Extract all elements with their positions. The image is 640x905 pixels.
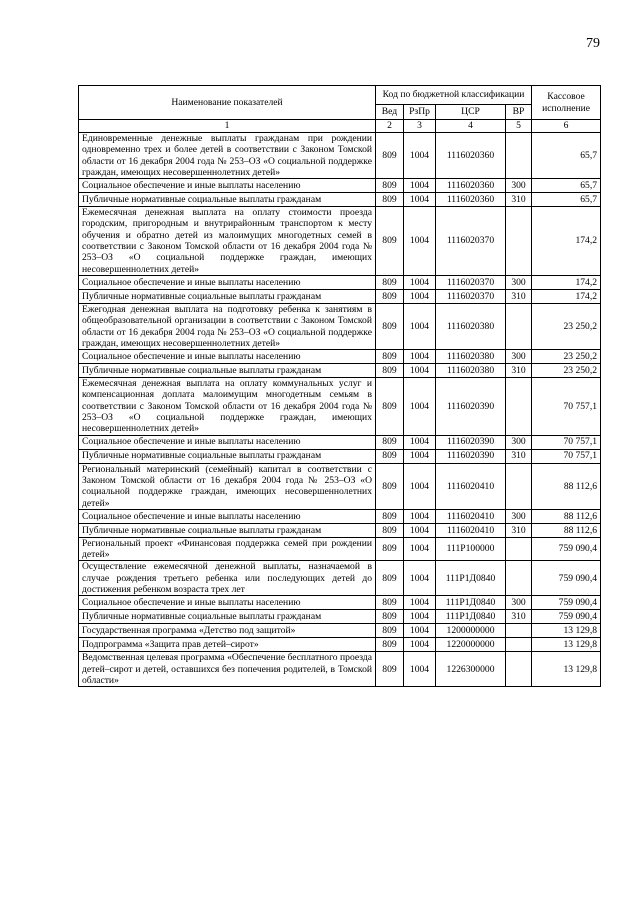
row-name: Социальное обеспечение и иные выплаты населению: [79, 435, 376, 449]
row-name: Осуществление ежемесячной денежной выплаты, назначаемой в случае рождения третьего ребенка или последующих детей до достижения ребенком возраста трех лет: [79, 561, 376, 596]
row-name: Единовременные денежные выплаты гражданам при рождении одновременно трех и более детей в соответствии с Законом Томской области от 16 декабря 2004 года № 253–ОЗ «О социальной поддержке граждан, имеющих несовершеннолетних детей»: [79, 133, 376, 179]
row-rzpr: 1004: [404, 378, 436, 435]
table-row: [79, 350, 601, 364]
header-cash-execution: Кассовое исполнение: [532, 86, 601, 120]
row-csr: 1116020390: [436, 378, 506, 435]
row-ved: 809: [376, 652, 404, 687]
table-row: [79, 638, 601, 652]
row-amount: 759 090,4: [532, 537, 601, 561]
row-rzpr: 1004: [404, 207, 436, 276]
row-rzpr: 1004: [404, 350, 436, 364]
header-csr: ЦСР: [436, 105, 506, 120]
page-number: 79: [586, 36, 600, 51]
row-rzpr: 1004: [404, 449, 436, 463]
row-ved: 809: [376, 561, 404, 596]
row-csr: 1116020370: [436, 289, 506, 303]
column-number: 4: [436, 120, 506, 133]
row-vr: [506, 463, 532, 509]
row-rzpr: 1004: [404, 537, 436, 561]
row-csr: 111P1Д0840: [436, 610, 506, 624]
table-row: [79, 207, 601, 276]
row-amount: 70 757,1: [532, 378, 601, 435]
budget-table: [78, 85, 601, 687]
row-amount: 759 090,4: [532, 596, 601, 610]
row-amount: 759 090,4: [532, 561, 601, 596]
row-csr: 1226300000: [436, 652, 506, 687]
header-rzpr: РзПр: [404, 105, 436, 120]
row-vr: [506, 561, 532, 596]
row-name: Социальное обеспечение и иные выплаты населению: [79, 596, 376, 610]
row-vr: 310: [506, 610, 532, 624]
row-name: Региональный проект «Финансовая поддержка семей при рождении детей»: [79, 537, 376, 561]
table-row: [79, 133, 601, 179]
column-number: 6: [532, 120, 601, 133]
row-csr: 1116020360: [436, 133, 506, 179]
row-amount: 88 112,6: [532, 463, 601, 509]
row-rzpr: 1004: [404, 509, 436, 523]
table-row: [79, 537, 601, 561]
column-number: 5: [506, 120, 532, 133]
table-row: [79, 561, 601, 596]
row-rzpr: 1004: [404, 610, 436, 624]
row-amount: 759 090,4: [532, 610, 601, 624]
row-name: Региональный материнский (семейный) капитал в соответствии с Законом Томской области от 16 декабря 2004 года № 253–ОЗ «О социальной поддержке граждан, имеющих несовершеннолетних детей»: [79, 463, 376, 509]
row-ved: 809: [376, 133, 404, 179]
table-row: [79, 596, 601, 610]
row-amount: 23 250,2: [532, 350, 601, 364]
row-rzpr: 1004: [404, 435, 436, 449]
row-amount: 88 112,6: [532, 523, 601, 537]
row-csr: 1116020370: [436, 207, 506, 276]
row-vr: [506, 378, 532, 435]
row-ved: 809: [376, 624, 404, 638]
row-amount: 65,7: [532, 133, 601, 179]
row-ved: 809: [376, 523, 404, 537]
row-csr: 1116020410: [436, 509, 506, 523]
header-code-group: Код по бюджетной классификации: [376, 86, 532, 105]
table-row: [79, 435, 601, 449]
row-csr: 111P1Д0840: [436, 561, 506, 596]
row-csr: 1220000000: [436, 638, 506, 652]
row-ved: 809: [376, 610, 404, 624]
row-vr: [506, 638, 532, 652]
row-ved: 809: [376, 449, 404, 463]
table-row: [79, 275, 601, 289]
row-ved: 809: [376, 179, 404, 193]
table-row: [79, 610, 601, 624]
row-rzpr: 1004: [404, 561, 436, 596]
row-name: Ежемесячная денежная выплата на оплату стоимости проезда городским, пригородным и внутрирайонным транспортом к месту обучения и обратно детей из малоимущих многодетных семей в соответствии с Законом Томской области от 16 декабря 2004 года № 253–ОЗ «О социальной поддержке граждан, имеющих несовершеннолетних детей»: [79, 207, 376, 276]
row-name: Публичные нормативные социальные выплаты гражданам: [79, 364, 376, 378]
row-vr: [506, 133, 532, 179]
row-csr: 1116020380: [436, 303, 506, 349]
row-rzpr: 1004: [404, 624, 436, 638]
row-ved: 809: [376, 193, 404, 207]
row-rzpr: 1004: [404, 133, 436, 179]
row-vr: 300: [506, 275, 532, 289]
table-row: [79, 378, 601, 435]
row-name: Государственная программа «Детство под защитой»: [79, 624, 376, 638]
row-rzpr: 1004: [404, 364, 436, 378]
row-amount: 174,2: [532, 207, 601, 276]
row-amount: 23 250,2: [532, 364, 601, 378]
table-row: [79, 509, 601, 523]
row-rzpr: 1004: [404, 596, 436, 610]
row-amount: 65,7: [532, 179, 601, 193]
table-row: [79, 364, 601, 378]
row-csr: 1116020360: [436, 179, 506, 193]
row-vr: 300: [506, 509, 532, 523]
row-vr: 310: [506, 523, 532, 537]
table-row: [79, 303, 601, 349]
table-row: [79, 289, 601, 303]
row-csr: 111P100000: [436, 537, 506, 561]
row-name: Публичные нормативные социальные выплаты гражданам: [79, 193, 376, 207]
row-rzpr: 1004: [404, 303, 436, 349]
row-vr: [506, 624, 532, 638]
table-row: [79, 463, 601, 509]
row-vr: [506, 652, 532, 687]
header-ved: Вед: [376, 105, 404, 120]
row-vr: [506, 207, 532, 276]
row-csr: 1116020390: [436, 435, 506, 449]
row-vr: 310: [506, 449, 532, 463]
row-ved: 809: [376, 303, 404, 349]
row-amount: 70 757,1: [532, 449, 601, 463]
table-row: [79, 179, 601, 193]
table-row: [79, 193, 601, 207]
row-ved: 809: [376, 364, 404, 378]
row-rzpr: 1004: [404, 652, 436, 687]
row-csr: 1116020390: [436, 449, 506, 463]
row-ved: 809: [376, 350, 404, 364]
row-name: Ежегодная денежная выплата на подготовку ребенка к занятиям в общеобразовательной организации в соответствии с Законом Томской области от 16 декабря 2004 года № 253–ОЗ «О социальной поддержке граждан, имеющих несовершеннолетних детей»: [79, 303, 376, 349]
row-ved: 809: [376, 289, 404, 303]
row-vr: [506, 303, 532, 349]
header-vr: ВР: [506, 105, 532, 120]
row-ved: 809: [376, 596, 404, 610]
row-ved: 809: [376, 509, 404, 523]
row-vr: 310: [506, 289, 532, 303]
row-vr: 310: [506, 364, 532, 378]
column-number: 2: [376, 120, 404, 133]
row-vr: 300: [506, 350, 532, 364]
row-name: Социальное обеспечение и иные выплаты населению: [79, 179, 376, 193]
row-rzpr: 1004: [404, 463, 436, 509]
row-name: Ведомственная целевая программа «Обеспечение бесплатного проезда детей–сирот и детей, оставшихся без попечения родителей, в Томской области»: [79, 652, 376, 687]
row-name: Публичные нормативные социальные выплаты гражданам: [79, 610, 376, 624]
row-csr: 1116020370: [436, 275, 506, 289]
row-rzpr: 1004: [404, 193, 436, 207]
row-amount: 13 129,8: [532, 652, 601, 687]
row-amount: 65,7: [532, 193, 601, 207]
row-csr: 1200000000: [436, 624, 506, 638]
row-name: Публичные нормативные социальные выплаты гражданам: [79, 289, 376, 303]
table-row: [79, 449, 601, 463]
table-row: [79, 652, 601, 687]
row-rzpr: 1004: [404, 275, 436, 289]
row-ved: 809: [376, 537, 404, 561]
row-name: Публичные нормативные социальные выплаты гражданам: [79, 449, 376, 463]
header-name: Наименование показателей: [79, 86, 376, 120]
row-csr: 1116020380: [436, 364, 506, 378]
row-amount: 13 129,8: [532, 638, 601, 652]
row-amount: 23 250,2: [532, 303, 601, 349]
row-csr: 1116020410: [436, 463, 506, 509]
row-ved: 809: [376, 378, 404, 435]
row-name: Социальное обеспечение и иные выплаты населению: [79, 275, 376, 289]
row-vr: 310: [506, 193, 532, 207]
row-name: Подпрограмма «Защита прав детей–сирот»: [79, 638, 376, 652]
row-vr: 300: [506, 435, 532, 449]
row-ved: 809: [376, 207, 404, 276]
row-vr: 300: [506, 596, 532, 610]
row-amount: 70 757,1: [532, 435, 601, 449]
table-row: [79, 624, 601, 638]
row-rzpr: 1004: [404, 289, 436, 303]
row-amount: 13 129,8: [532, 624, 601, 638]
row-vr: 300: [506, 179, 532, 193]
column-number: 3: [404, 120, 436, 133]
row-rzpr: 1004: [404, 523, 436, 537]
row-rzpr: 1004: [404, 179, 436, 193]
row-name: Публичные нормативные социальные выплаты гражданам: [79, 523, 376, 537]
row-vr: [506, 537, 532, 561]
row-rzpr: 1004: [404, 638, 436, 652]
row-csr: 1116020360: [436, 193, 506, 207]
row-ved: 809: [376, 275, 404, 289]
row-ved: 809: [376, 435, 404, 449]
row-csr: 1116020380: [436, 350, 506, 364]
row-name: Социальное обеспечение и иные выплаты населению: [79, 350, 376, 364]
row-ved: 809: [376, 638, 404, 652]
row-csr: 111P1Д0840: [436, 596, 506, 610]
row-csr: 1116020410: [436, 523, 506, 537]
column-number: 1: [79, 120, 376, 133]
row-amount: 174,2: [532, 275, 601, 289]
row-name: Ежемесячная денежная выплата на оплату коммунальных услуг и компенсационная доплата малоимущим многодетным семьям в соответствии с Законом Томской области от 16 декабря 2004 года № 253–ОЗ «О социальной поддержке граждан, имеющих несовершеннолетних детей»: [79, 378, 376, 435]
row-name: Социальное обеспечение и иные выплаты населению: [79, 509, 376, 523]
row-amount: 174,2: [532, 289, 601, 303]
table-row: [79, 523, 601, 537]
row-amount: 88 112,6: [532, 509, 601, 523]
row-ved: 809: [376, 463, 404, 509]
